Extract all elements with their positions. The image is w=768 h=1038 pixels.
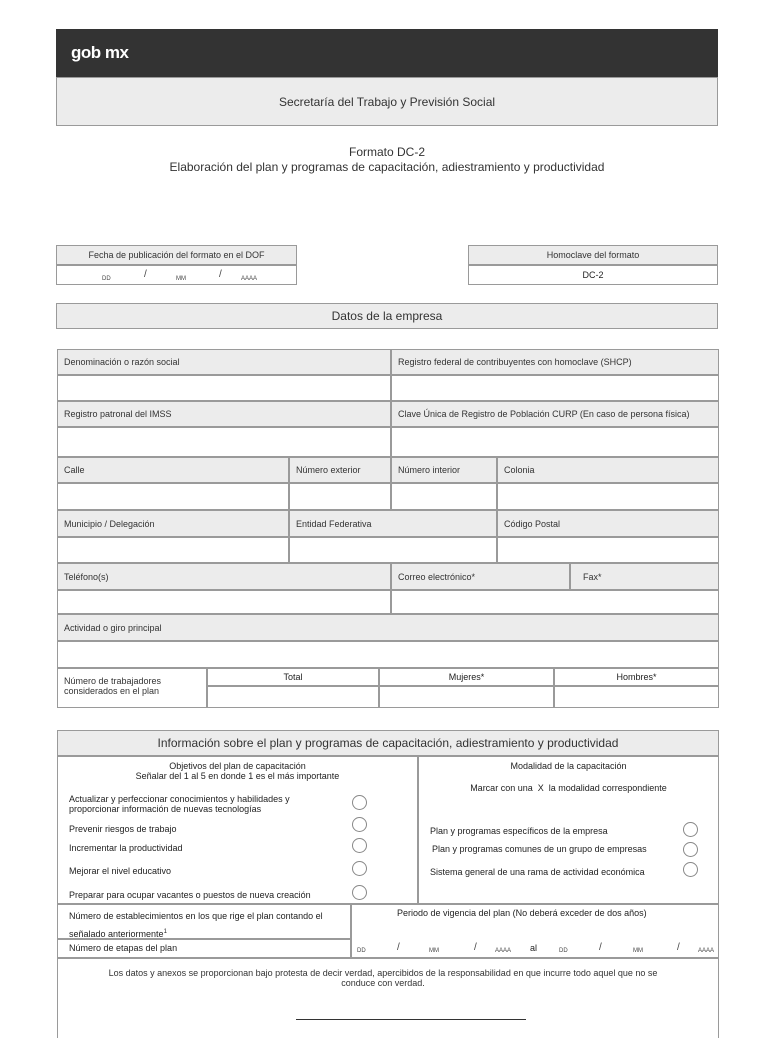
objetivos-subtitle: Señalar del 1 al 5 en donde 1 es el más importante	[135, 771, 340, 781]
modalidad-label-3: Sistema general de una rama de actividad económica	[430, 867, 645, 877]
etapas-cell[interactable]	[57, 939, 351, 958]
mujeres-input[interactable]	[379, 686, 554, 708]
imss-label: Registro patronal del IMSS	[57, 401, 391, 427]
modalidad-title: Modalidad de la capacitación	[510, 761, 627, 771]
form-code: Formato DC-2	[348, 145, 425, 159]
vigencia-end-sep1: /	[599, 942, 602, 953]
modalidad-subtitle: Marcar con una X la modalidad correspondiente	[470, 783, 667, 793]
gobmx-logo: gob mx	[71, 43, 129, 62]
trabajadores-label: Número de trabajadores considerados en el plan	[64, 676, 162, 696]
num-int-input[interactable]	[391, 483, 497, 510]
total-label	[207, 668, 379, 686]
vigencia-start-sep2: /	[474, 942, 477, 953]
hombres-label	[554, 668, 719, 686]
header-bar	[56, 29, 718, 77]
rfc-label: Registro federal de contribuyentes con homoclave (SHCP)	[391, 349, 719, 375]
vigencia-cell[interactable]	[351, 904, 719, 958]
objetivo-radio-5[interactable]	[352, 885, 367, 900]
vigencia-start-dd: DD	[357, 948, 366, 954]
plan-section-title: Información sobre el plan y programas de capacitación, adiestramiento y productividad	[157, 736, 619, 750]
vigencia-start-mm: MM	[429, 948, 439, 954]
modalidad-label-1: Plan y programas específicos de la empresa	[430, 826, 608, 836]
homoclave-value: DC-2	[582, 270, 604, 280]
num-ext-label: Número exterior	[289, 457, 391, 483]
pub-date-label: Fecha de publicación del formato en el DOF	[88, 250, 265, 260]
empresa-section-title: Datos de la empresa	[331, 309, 443, 323]
cp-label: Código Postal	[497, 510, 719, 537]
vigencia-start-aaaa: AAAA	[495, 948, 512, 954]
objetivo-label-1: Actualizar y perfeccionar conocimientos y habilidades y proporcionar información de nuevas tecnologías	[69, 794, 290, 814]
total-text: Total	[283, 672, 303, 682]
declaration-text: Los datos y anexos se proporcionan bajo protesta de decir verdad, apercibidos de la responsabilidad en que incurre todo aquel que no se conduce con verdad.	[108, 968, 658, 988]
modalidad-radio-2[interactable]	[683, 842, 698, 857]
rfc-input[interactable]	[391, 375, 719, 401]
establecimientos-cell[interactable]	[57, 904, 351, 939]
empresa-section-header	[56, 303, 718, 329]
actividad-input[interactable]	[57, 641, 719, 668]
correo-fax-input[interactable]	[391, 590, 719, 614]
razon-social-input[interactable]	[57, 375, 391, 401]
pub-date-dd: DD	[102, 276, 111, 282]
trabajadores-label-cell	[57, 668, 207, 708]
curp-label: Clave Única de Registro de Población CURP (En caso de persona física)	[391, 401, 719, 427]
entidad-input[interactable]	[289, 537, 497, 563]
pub-date-sep2: /	[219, 269, 222, 280]
objetivo-radio-3[interactable]	[352, 838, 367, 853]
pub-date-aaaa: AAAA	[241, 276, 258, 282]
cp-input[interactable]	[497, 537, 719, 563]
imss-input[interactable]	[57, 427, 391, 457]
pub-date-field[interactable]	[56, 265, 297, 285]
vigencia-end-aaaa: AAAA	[698, 948, 715, 954]
colonia-label: Colonia	[497, 457, 719, 483]
vigencia-end-sep2: /	[677, 942, 680, 953]
declaration-cell	[57, 958, 719, 1038]
homoclave-label-cell	[468, 245, 718, 265]
objetivo-radio-4[interactable]	[352, 861, 367, 876]
telefono-input[interactable]	[57, 590, 391, 614]
plan-section-header	[57, 730, 719, 756]
objetivo-item-1	[69, 794, 329, 814]
ministry-name: Secretaría del Trabajo y Previsión Social	[278, 94, 496, 109]
razon-social-label: Denominación o razón social	[57, 349, 391, 375]
num-int-label: Número interior	[391, 457, 497, 483]
fax-label: Fax*	[570, 563, 719, 590]
homoclave-label: Homoclave del formato	[546, 250, 640, 260]
objetivos-title: Objetivos del plan de capacitación	[169, 761, 306, 771]
etapas-label: Número de etapas del plan	[69, 943, 178, 953]
municipio-label: Municipio / Delegación	[57, 510, 289, 537]
municipio-input[interactable]	[57, 537, 289, 563]
pub-date-sep1: /	[144, 269, 147, 280]
vigencia-start-sep1: /	[397, 942, 400, 953]
entidad-label: Entidad Federativa	[289, 510, 497, 537]
mujeres-label	[379, 668, 554, 686]
mujeres-text: Mujeres*	[448, 672, 485, 682]
establecimientos-text: Número de establecimientos en los que rige el plan contando el señalado anteriormente	[69, 911, 323, 939]
total-input[interactable]	[207, 686, 379, 708]
telefono-label: Teléfono(s)	[57, 563, 391, 590]
vigencia-end-dd: DD	[559, 948, 568, 954]
num-ext-input[interactable]	[289, 483, 391, 510]
curp-input[interactable]	[391, 427, 719, 457]
objetivo-radio-2[interactable]	[352, 817, 367, 832]
pub-date-label-cell	[56, 245, 297, 265]
correo-label: Correo electrónico*	[391, 563, 570, 590]
form-subtitle: Elaboración del plan y programas de capacitación, adiestramiento y productividad	[169, 160, 605, 174]
ministry-banner	[56, 77, 718, 126]
modalidad-label-2: Plan y programas comunes de un grupo de empresas	[432, 844, 647, 854]
modalidad-radio-3[interactable]	[683, 862, 698, 877]
pub-date-mm: MM	[176, 276, 186, 282]
establecimientos-label	[69, 908, 349, 942]
objetivo-label-3: Incrementar la productividad	[69, 843, 183, 853]
vigencia-al: al	[530, 943, 538, 953]
calle-label: Calle	[57, 457, 289, 483]
objetivos-panel	[57, 756, 418, 904]
objetivo-label-4: Mejorar el nivel educativo	[69, 866, 172, 876]
signature-line	[296, 1019, 526, 1020]
hombres-input[interactable]	[554, 686, 719, 708]
objetivo-label-5: Preparar para ocupar vacantes o puestos de nueva creación	[69, 890, 311, 900]
objetivo-label-2: Prevenir riesgos de trabajo	[69, 824, 177, 834]
footnote-marker: 1	[163, 929, 167, 935]
colonia-input[interactable]	[497, 483, 719, 510]
vigencia-label: Periodo de vigencia del plan (No deberá exceder de dos años)	[397, 908, 647, 918]
hombres-text: Hombres*	[616, 672, 657, 682]
modalidad-panel	[418, 756, 719, 904]
actividad-label: Actividad o giro principal	[57, 614, 719, 641]
calle-input[interactable]	[57, 483, 289, 510]
objetivo-radio-1[interactable]	[352, 795, 367, 810]
modalidad-radio-1[interactable]	[683, 822, 698, 837]
vigencia-end-mm: MM	[633, 948, 643, 954]
form-title	[56, 145, 718, 175]
homoclave-value-cell	[468, 265, 718, 285]
